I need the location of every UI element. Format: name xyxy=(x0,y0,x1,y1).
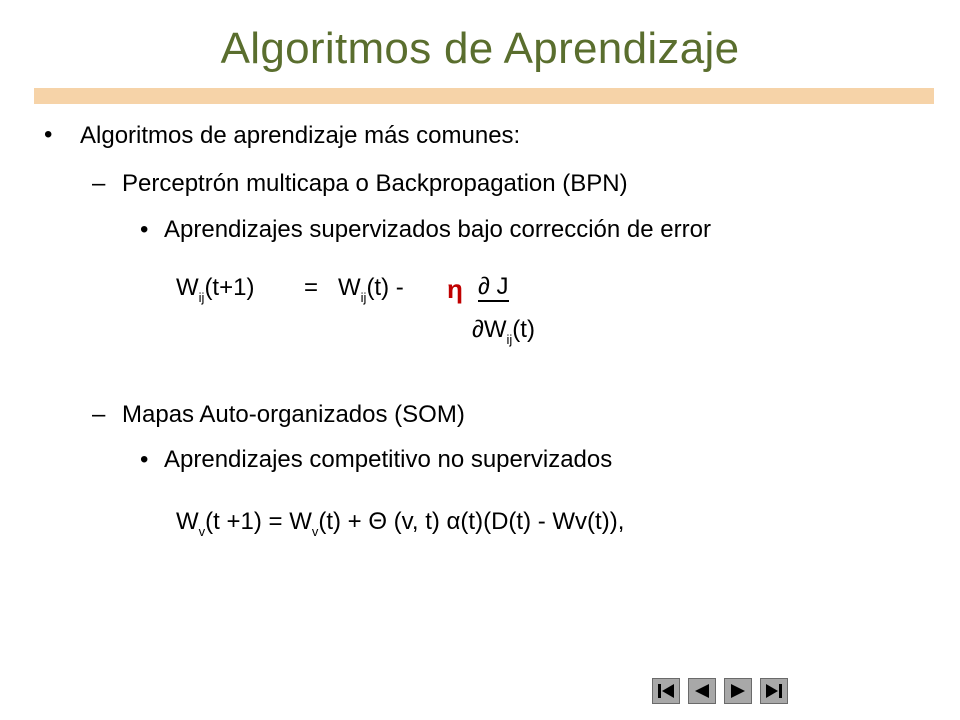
fraction-denominator: $\partial W_{ij}(t)$ xyxy=(472,316,535,347)
sub-bullet-marker: • xyxy=(140,446,149,473)
title-underline xyxy=(34,88,934,104)
learning-rate-eta: η xyxy=(447,274,463,304)
formula-equals: = xyxy=(304,274,319,301)
bullet-marker: • xyxy=(44,121,53,148)
dash-marker: – xyxy=(92,401,106,428)
dash-item-som: Mapas Auto-organizados (SOM) xyxy=(122,401,465,428)
slide-navigation xyxy=(652,678,794,704)
next-slide-button[interactable] xyxy=(724,678,752,704)
fraction-numerator: ∂ J xyxy=(478,273,509,300)
first-slide-button[interactable] xyxy=(652,678,680,704)
sub-bullet-marker: • xyxy=(140,216,149,243)
sub-item-supervised: Aprendizajes supervizados bajo corrección de error xyxy=(164,216,711,243)
last-slide-button[interactable] xyxy=(760,678,788,704)
first-slide-icon xyxy=(656,682,676,700)
previous-slide-icon xyxy=(692,682,712,700)
previous-slide-button[interactable] xyxy=(688,678,716,704)
formula-lhs: $W_{ij}(t+1)$ xyxy=(176,274,255,305)
last-slide-icon xyxy=(764,682,784,700)
next-slide-icon xyxy=(728,682,748,700)
formula-rhs: $W_{ij}(t)$ - xyxy=(338,274,404,305)
dash-marker: – xyxy=(92,170,106,197)
formula-som: $W_v(t +1) = W_v(t) + \Theta$ (v, t) α(t)(D(t) - Wv(t)), xyxy=(176,508,625,539)
sub-item-competitive: Aprendizajes competitivo no supervizados xyxy=(164,446,613,473)
slide-title: Algoritmos de Aprendizaje xyxy=(220,24,740,73)
dash-item-bpn: Perceptrón multicapa o Backpropagation (BPN) xyxy=(122,170,628,197)
bullet-main-text: Algoritmos de aprendizaje más comunes: xyxy=(80,122,521,149)
